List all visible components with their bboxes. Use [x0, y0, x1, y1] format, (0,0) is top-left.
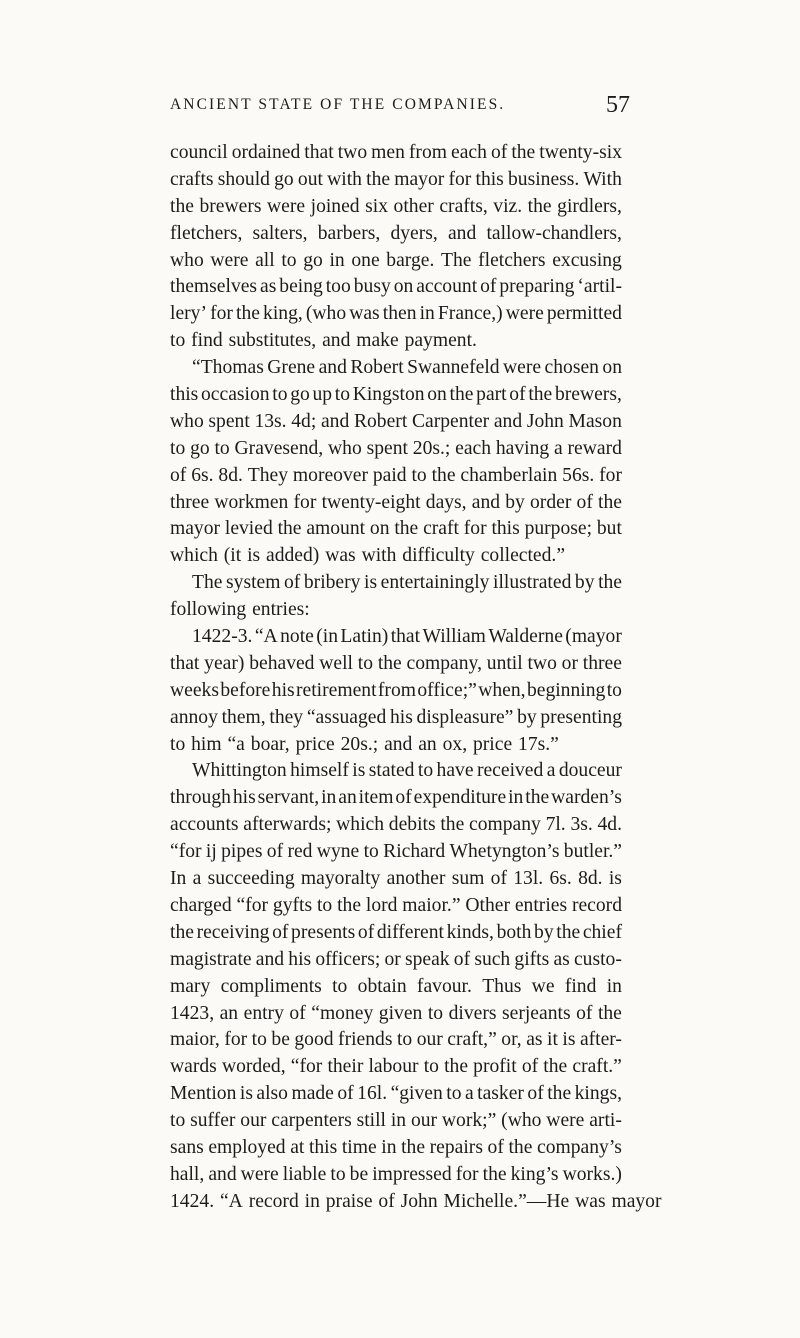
text-line: to suffer our carpenters still in our work;” (who were arti- [170, 1110, 622, 1132]
text-line: crafts should go out with the mayor for this business. With [170, 168, 622, 190]
text-line: council ordained that two men from each of the twenty-six [170, 142, 622, 163]
text-line: the receiving of presents of different kinds, both by the chief [170, 921, 622, 943]
text-line: 1423, an entry of “money given to divers serjeants of the [170, 1002, 622, 1024]
text-line: Whittington himself is stated to have received a douceur [192, 760, 622, 782]
text-line: “for ij pipes of red wyne to Richard Whetyngton’s butler.” [170, 841, 622, 863]
text-line: In a succeeding mayoralty another sum of 13l. 6s. 8d. is [170, 868, 622, 890]
text-line: charged “for gyfts to the lord maior.” Other entries record [170, 894, 622, 916]
text-line: annoy them, they “assuaged his displeasure” by presenting [170, 706, 622, 728]
text-line: which (it is added) was with difficulty collected.” [170, 545, 566, 567]
page-number: 57 [606, 92, 630, 118]
text-line: magistrate and his officers; or speak of such gifts as custo- [170, 948, 622, 970]
text-line: of 6s. 8d. They moreover paid to the chamberlain 56s. for [170, 464, 622, 486]
text-line: to find substitutes, and make payment. [170, 330, 477, 352]
text-line: themselves as being too busy on account of preparing ‘artil- [170, 276, 622, 298]
text-line: wards worded, “for their labour to the profit of the craft.” [170, 1056, 622, 1078]
body-text [170, 140, 662, 1216]
text-line: to go to Gravesend, who spent 20s.; each having a reward [170, 437, 622, 459]
text-line: fletchers, salters, barbers, dyers, and tallow-chandlers, [170, 222, 622, 244]
running-head: ANCIENT STATE OF THE COMPANIES. [170, 96, 506, 113]
text-line: weeks before his retirement from office;” when, beginning to [170, 679, 622, 701]
text-line: maior, for to be good friends to our craft,” or, as it is after- [170, 1029, 622, 1051]
text-line: “Thomas Grene and Robert Swannefeld were chosen on [192, 357, 622, 379]
text-line: the brewers were joined six other crafts, viz. the girdlers, [170, 195, 622, 217]
text-line: 1422-3. “A note (in Latin) that William Walderne (mayor [192, 626, 622, 648]
text-line: through his servant, in an item of expenditure in the warden’s [170, 787, 622, 809]
text-line: 1424. “A record in praise of John Michelle.”—He was mayor [170, 1190, 662, 1212]
text-line: to him “a boar, price 20s.; and an ox, price 17s.” [170, 733, 559, 755]
text-line: lery’ for the king, (who was then in France,) were permitted [170, 303, 622, 325]
text-line: sans employed at this time in the repairs of the company’s [170, 1136, 622, 1158]
page-header [170, 92, 630, 136]
text-line: mayor levied the amount on the craft for this purpose; but [170, 518, 622, 540]
text-line: hall, and were liable to be impressed for the king’s works.) [170, 1163, 622, 1185]
text-line: this occasion to go up to Kingston on the part of the brewers, [170, 384, 622, 406]
text-line: The system of bribery is entertainingly illustrated by the [192, 572, 622, 594]
text-line: three workmen for twenty-eight days, and by order of the [170, 491, 622, 513]
text-line: who were all to go in one barge. The fletchers excusing [170, 249, 622, 271]
text-line: Mention is also made of 16l. “given to a tasker of the kings, [170, 1083, 622, 1105]
text-line: mary compliments to obtain favour. Thus we find in [170, 975, 622, 997]
text-line: that year) behaved well to the company, until two or three [170, 652, 622, 674]
text-line: accounts afterwards; which debits the company 7l. 3s. 4d. [170, 814, 622, 836]
text-line: who spent 13s. 4d; and Robert Carpenter and John Mason [170, 410, 622, 432]
text-line: following entries: [170, 599, 310, 621]
